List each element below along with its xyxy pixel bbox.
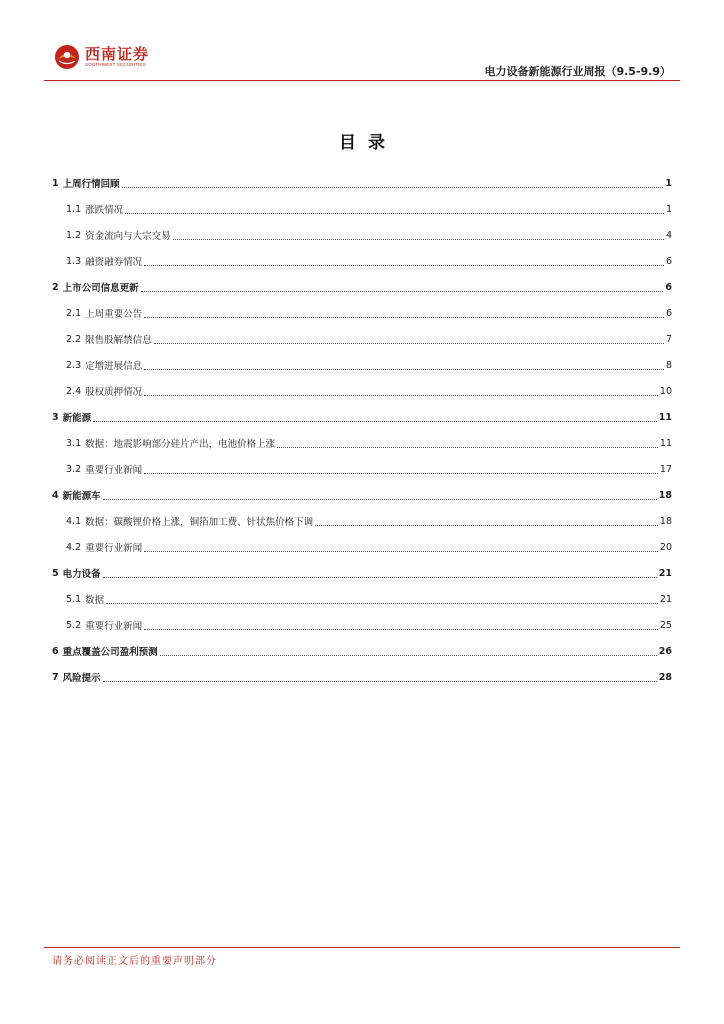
toc-entry[interactable]	[52, 560, 672, 586]
toc-entry-label: 数据：地震影响部分硅片产出，电池价格上涨	[85, 439, 276, 450]
toc-entry-page: 6	[665, 281, 672, 293]
toc-dot-leader	[141, 285, 664, 292]
toc-entry[interactable]	[52, 404, 672, 430]
toc-entry[interactable]	[52, 274, 672, 300]
toc-entry-number: 1.2	[66, 229, 82, 241]
toc-entry-page: 28	[658, 671, 672, 683]
toc-entry-label: 上市公司信息更新	[62, 283, 139, 294]
toc-entry-number: 1.3	[66, 255, 82, 267]
toc-entry-label: 数据：碳酸锂价格上涨，铜箔加工费、针状焦价格下调	[85, 517, 314, 528]
toc-entry-number: 4.1	[66, 515, 82, 527]
toc-entry[interactable]	[52, 170, 672, 196]
footer-divider	[44, 947, 680, 948]
footer-disclaimer: 请务必阅读正文后的重要声明部分	[52, 956, 217, 967]
toc-entry-label: 重要行业新闻	[85, 465, 143, 476]
toc-entry[interactable]	[52, 222, 672, 248]
toc-dot-leader	[160, 649, 657, 656]
toc-entry-page: 11	[658, 411, 672, 423]
toc-entry-number: 4.2	[66, 541, 82, 553]
toc-entry[interactable]	[52, 326, 672, 352]
toc-entry-page: 18	[659, 515, 672, 527]
toc-entry-number: 5	[52, 567, 59, 579]
toc-entry[interactable]	[52, 430, 672, 456]
toc-entry-number: 2.4	[66, 385, 82, 397]
table-of-contents	[52, 170, 672, 690]
toc-dot-leader	[103, 675, 657, 682]
toc-entry-number: 1	[52, 177, 59, 189]
toc-entry-label: 重点覆盖公司盈利预测	[62, 647, 158, 658]
toc-entry-page: 11	[659, 437, 672, 449]
toc-entry[interactable]	[52, 534, 672, 560]
toc-dot-leader	[144, 389, 658, 396]
toc-entry-number: 7	[52, 671, 59, 683]
toc-dot-leader	[103, 493, 657, 500]
toc-entry-number: 5.1	[66, 593, 82, 605]
toc-entry-label: 股权质押情况	[85, 387, 143, 398]
toc-entry-label: 涨跌情况	[85, 205, 124, 216]
logo-emblem-icon	[54, 44, 80, 70]
toc-entry-number: 4	[52, 489, 59, 501]
toc-entry-label: 重要行业新闻	[85, 621, 143, 632]
toc-entry-label: 重要行业新闻	[85, 543, 143, 554]
toc-dot-leader	[93, 415, 657, 422]
toc-entry-page: 26	[658, 645, 672, 657]
toc-entry-page: 18	[658, 489, 672, 501]
toc-entry-label: 数据	[85, 595, 105, 606]
toc-dot-leader	[122, 181, 664, 188]
toc-entry-page: 21	[658, 567, 672, 579]
toc-entry-page: 1	[665, 177, 672, 189]
toc-entry-number: 3.2	[66, 463, 82, 475]
toc-entry-label: 上周重要公告	[85, 309, 143, 320]
toc-heading: 目录	[339, 133, 397, 153]
toc-dot-leader	[144, 467, 658, 474]
toc-entry-page: 6	[665, 255, 672, 267]
toc-entry-label: 新能源车	[62, 491, 101, 502]
toc-entry[interactable]	[52, 248, 672, 274]
toc-entry-page: 7	[665, 333, 672, 345]
toc-entry-label: 风险提示	[62, 673, 101, 684]
toc-entry-label: 上周行情回顾	[62, 179, 120, 190]
toc-entry[interactable]	[52, 378, 672, 404]
toc-dot-leader	[144, 363, 664, 370]
toc-entry-page: 25	[659, 619, 672, 631]
toc-entry[interactable]	[52, 352, 672, 378]
toc-entry-number: 2.3	[66, 359, 82, 371]
toc-entry-label: 资金流向与大宗交易	[85, 231, 171, 242]
toc-entry[interactable]	[52, 482, 672, 508]
toc-entry-label: 电力设备	[62, 569, 101, 580]
toc-entry[interactable]	[52, 508, 672, 534]
header-divider	[44, 80, 680, 81]
toc-entry-label: 定增进展信息	[85, 361, 143, 372]
company-logo	[54, 44, 149, 70]
toc-entry[interactable]	[52, 638, 672, 664]
toc-entry[interactable]	[52, 586, 672, 612]
toc-dot-leader	[144, 545, 658, 552]
toc-entry[interactable]	[52, 196, 672, 222]
toc-entry-number: 3	[52, 411, 59, 423]
toc-entry[interactable]	[52, 456, 672, 482]
logo-name-en: SOUTHWEST SECURITIES	[85, 62, 146, 67]
toc-entry-number: 1.1	[66, 203, 82, 215]
toc-entry-page: 1	[665, 203, 672, 215]
toc-entry-page: 17	[659, 463, 672, 475]
toc-dot-leader	[106, 597, 658, 604]
toc-entry[interactable]	[52, 664, 672, 690]
toc-entry-page: 4	[665, 229, 672, 241]
toc-entry-number: 5.2	[66, 619, 82, 631]
toc-dot-leader	[103, 571, 657, 578]
toc-entry-label: 新能源	[62, 413, 92, 424]
toc-entry-page: 8	[665, 359, 672, 371]
page-header	[0, 0, 724, 82]
toc-dot-leader	[144, 311, 664, 318]
toc-dot-leader	[154, 337, 664, 344]
toc-entry-page: 20	[659, 541, 672, 553]
toc-entry[interactable]	[52, 612, 672, 638]
toc-dot-leader	[315, 519, 658, 526]
toc-dot-leader	[144, 259, 664, 266]
logo-name-cn: 西南证券	[85, 45, 150, 63]
toc-entry-page: 21	[659, 593, 672, 605]
toc-entry[interactable]	[52, 300, 672, 326]
toc-entry-label: 融资融券情况	[85, 257, 143, 268]
report-title: 电力设备新能源行业周报（9.5-9.9）	[484, 65, 671, 78]
toc-dot-leader	[173, 233, 664, 240]
toc-entry-page: 6	[665, 307, 672, 319]
toc-entry-number: 2	[52, 281, 59, 293]
toc-entry-label: 限售股解禁信息	[85, 335, 152, 346]
toc-entry-number: 2.2	[66, 333, 82, 345]
toc-entry-number: 2.1	[66, 307, 82, 319]
toc-entry-number: 3.1	[66, 437, 82, 449]
toc-dot-leader	[144, 623, 658, 630]
toc-dot-leader	[125, 207, 664, 214]
logo-text	[85, 46, 149, 68]
toc-dot-leader	[277, 441, 658, 448]
toc-entry-number: 6	[52, 645, 59, 657]
toc-entry-page: 10	[659, 385, 672, 397]
